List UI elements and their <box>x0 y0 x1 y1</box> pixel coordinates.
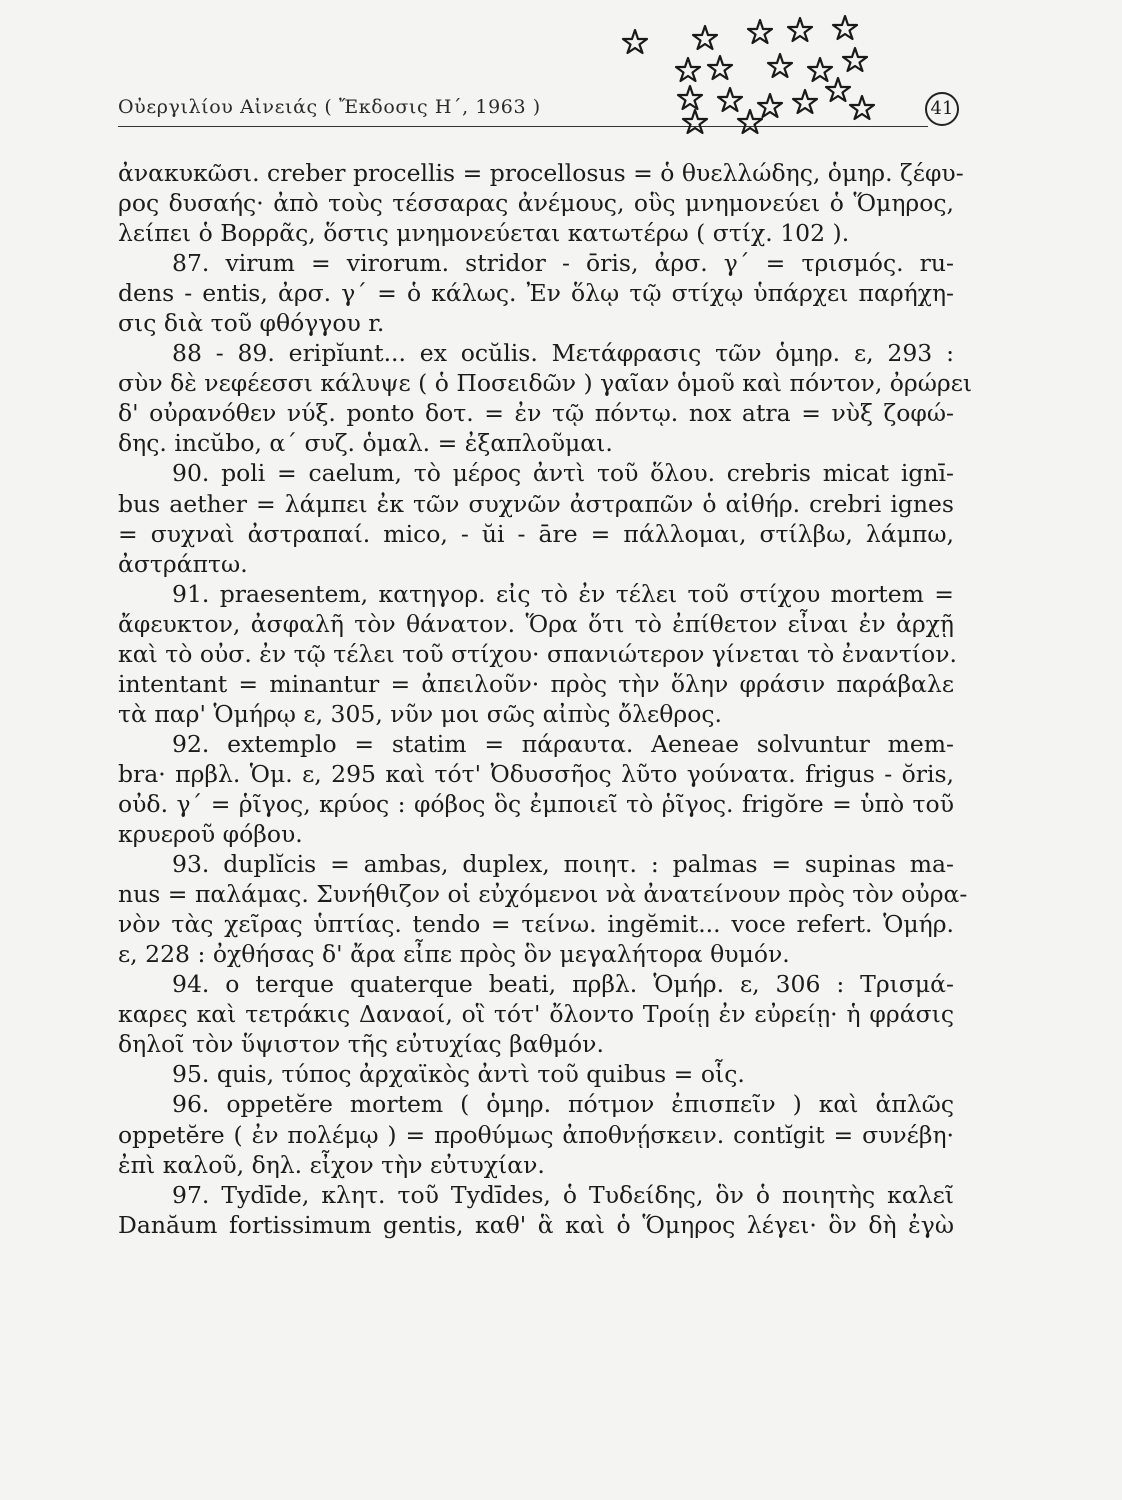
text-line: 95. quis, τύπος ἀρχαϊκὸς ἀντὶ τοῦ quibus = οἷς. <box>172 1060 745 1089</box>
text-line: bra· πρβλ. Ὁμ. ε, 295 καὶ τότ' Ὀδυσσῆος λῦτο γούνατα. frigus - ŏris, <box>118 759 954 788</box>
text-line: δηλοῖ τὸν ὕψιστον τῆς εὐτυχίας βαθμόν. <box>118 1030 604 1059</box>
text-line: καὶ τὸ οὐσ. ἐν τῷ τέλει τοῦ στίχου· σπανιώτερον γίνεται τὸ ἐναντίον. <box>118 639 957 668</box>
star-icon <box>843 48 867 71</box>
commentary-text <box>118 158 973 1240</box>
text-line: δ' οὐρανόθεν νύξ. ponto δοτ. = ἐν τῷ πόντῳ. nox atra = νὺξ ζοφώ- <box>118 399 954 428</box>
text-line: intentant = minantur = ἀπειλοῦν· πρὸς τὴν ὅλην φράσιν παράβαλε <box>118 669 954 698</box>
star-icon <box>693 26 717 49</box>
text-line: dens - entis, ἀρσ. γ΄ = ὁ κάλως. Ἐν ὅλῳ τῷ στίχῳ ὑπάρχει παρήχη- <box>118 279 954 308</box>
hand-drawn-stars <box>600 10 900 140</box>
star-icon <box>718 88 742 111</box>
text-line: bus aether = λάμπει ἐκ τῶν συχνῶν ἀστραπῶν ὁ αἰθήρ. crebri ignes <box>118 489 954 518</box>
star-icon <box>738 110 762 133</box>
star-icon <box>676 58 700 81</box>
text-line: κρυεροῦ φόβου. <box>118 820 303 849</box>
star-icon <box>748 20 772 43</box>
text-line: Danăum fortissimum gentis, καθ' ἃ καὶ ὁ Ὅμηρος λέγει· ὃν δὴ ἐγὼ <box>118 1210 954 1239</box>
page-number: 41 <box>925 92 959 126</box>
text-line: ἄφευκτον, ἀσφαλῆ τὸν θάνατον. Ὅρα ὅτι τὸ ἐπίθετον εἶναι ἐν ἀρχῇ <box>118 609 954 638</box>
text-line: 88 - 89. eripĭunt... ex ocŭlis. Μετάφρασις τῶν ὁμηρ. ε, 293 : <box>172 339 954 368</box>
text-line: τὰ παρ' Ὁμήρῳ ε, 305, νῦν μοι σῶς αἰπὺς ὄλεθρος. <box>118 699 722 728</box>
text-line: nus = παλάμας. Συνήθιζον οἱ εὐχόμενοι νὰ ἀνατείνουν πρὸς τὸν οὐρα- <box>118 880 968 909</box>
text-line: ρος δυσαής· ἀπὸ τοὺς τέσσαρας ἀνέμους, οὓς μνημονεύει ὁ Ὅμηρος, <box>118 189 954 218</box>
text-line: δης. incŭbo, α΄ συζ. ὁμαλ. = ἐξαπλοῦμαι. <box>118 429 613 458</box>
star-icon <box>758 94 782 117</box>
text-line: 87. virum = virorum. stridor - ōris, ἀρσ. γ΄ = τρισμός. ru- <box>172 249 954 278</box>
text-line: 92. extemplo = statim = πάραυτα. Aeneae solvuntur mem- <box>172 729 954 758</box>
star-icon <box>850 96 874 119</box>
star-icon <box>683 110 707 133</box>
text-line: σις διὰ τοῦ φθόγγου r. <box>118 309 385 338</box>
star-icon <box>678 86 702 109</box>
text-line: νὸν τὰς χεῖρας ὑπτίας. tendo = τείνω. ingĕmit... voce refert. Ὁμήρ. <box>118 910 954 939</box>
text-line: οὐδ. γ΄ = ῥῖγος, κρύος : φόβος ὃς ἐμποιεῖ τὸ ῥῖγος. frigŏre = ὑπὸ τοῦ <box>118 789 954 818</box>
text-line: 96. oppetĕre mortem ( ὁμηρ. πότμον ἐπισπεῖν ) καὶ ἁπλῶς <box>172 1090 954 1119</box>
text-line: καρες καὶ τετράκις Δαναοί, οἳ τότ' ὄλοντο Τροίῃ ἐν εὐρείῃ· ἡ φράσις <box>118 1000 954 1029</box>
text-line: ἐπὶ καλοῦ, δηλ. εἶχον τὴν εὐτυχίαν. <box>118 1150 545 1179</box>
text-line: 90. poli = caelum, τὸ μέρος ἀντὶ τοῦ ὅλου. crebris micat ignī- <box>172 459 954 488</box>
star-icon <box>793 90 817 113</box>
star-icon <box>808 58 832 81</box>
text-line: 91. praesentem, κατηγορ. εἰς τὸ ἐν τέλει τοῦ στίχου mortem = <box>172 579 954 608</box>
text-line: ε, 228 : ὀχθήσας δ' ἄρα εἶπε πρὸς ὃν μεγαλήτορα θυμόν. <box>118 940 790 969</box>
text-line: 94. o terque quaterque beati, πρβλ. Ὁμήρ. ε, 306 : Τρισμά- <box>172 970 954 999</box>
text-line: σὺν δὲ νεφέεσσι κάλυψε ( ὁ Ποσειδῶν ) γαῖαν ὁμοῦ καὶ πόντον, ὀρώρει <box>118 369 973 398</box>
text-line: 97. Tydīde, κλητ. τοῦ Tydīdes, ὁ Τυδείδης, ὃν ὁ ποιητὴς καλεῖ <box>172 1180 954 1209</box>
text-line: ἀστράπτω. <box>118 549 248 578</box>
star-icon <box>833 16 857 39</box>
text-line: = συχναὶ ἀστραπαί. mico, - ŭi - āre = πάλλομαι, στίλβω, λάμπω, <box>118 519 954 548</box>
text-line: 93. duplĭcis = ambas, duplex, ποιητ. : palmas = supinas ma- <box>172 850 954 879</box>
star-icon <box>708 56 732 79</box>
text-line: ἀνακυκῶσι. creber procellis = procellosus = ὁ θυελλώδης, ὁμηρ. ζέφυ- <box>118 159 964 187</box>
text-line: λείπει ὁ Βορρᾶς, ὅστις μνημονεύεται κατωτέρω ( στίχ. 102 ). <box>118 219 850 248</box>
star-icon <box>623 30 647 53</box>
star-icon <box>826 78 850 101</box>
text-line: oppetĕre ( ἐν πολέμῳ ) = προθύμως ἀποθνῄσκειν. contĭgit = συνέβη· <box>118 1120 954 1149</box>
running-title: Οὐεργιλίου Αἰνειάς ( Ἔκδοσις Η΄, 1963 ) <box>118 96 541 118</box>
star-icon <box>788 18 812 41</box>
star-icon <box>768 54 792 77</box>
